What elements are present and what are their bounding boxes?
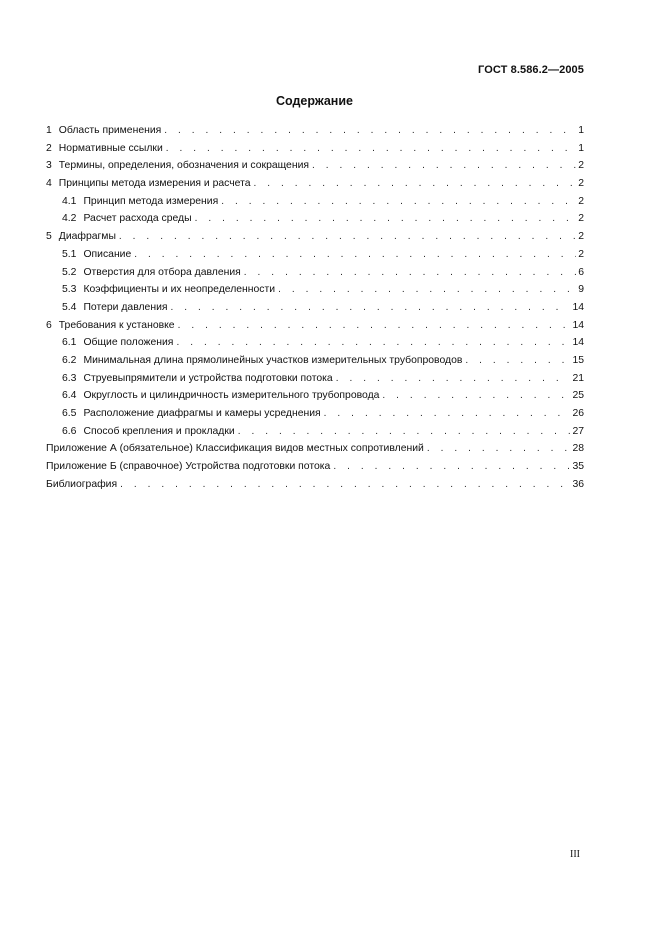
toc-dot-leader — [336, 370, 571, 388]
toc-entry-title: Потери давления — [83, 301, 168, 313]
toc-entry-page: 14 — [572, 337, 584, 349]
toc-dot-leader — [333, 458, 570, 476]
toc-dot-leader — [238, 423, 571, 441]
toc-entry-page: 14 — [572, 301, 584, 313]
toc-dot-leader — [278, 281, 576, 299]
toc-entry-title: Расчет расхода среды — [83, 213, 192, 225]
toc-entry-number: 6.2 — [62, 354, 77, 366]
toc-entry-page: 9 — [578, 284, 584, 296]
toc-dot-leader — [134, 246, 576, 264]
toc-entry[interactable] — [46, 193, 584, 211]
toc-entry-number: 6.5 — [62, 408, 77, 419]
toc-dot-leader — [166, 140, 576, 158]
toc-entry[interactable] — [46, 440, 584, 458]
toc-entry-title: Принципы метода измерения и расчета — [58, 178, 251, 190]
toc-entry-page: 28 — [572, 443, 584, 455]
toc-entry-title: Способ крепления и прокладки — [83, 425, 235, 437]
toc-entry-number: 5.1 — [62, 248, 77, 260]
toc-entry-title: Область применения — [58, 125, 162, 136]
toc-entry[interactable] — [46, 175, 584, 193]
toc-entry-title: Описание — [83, 248, 132, 260]
toc-entry[interactable] — [46, 405, 584, 423]
toc-dot-leader — [254, 175, 577, 193]
toc-entry-page: 35 — [572, 461, 584, 473]
toc-entry-number: 1 — [46, 125, 52, 136]
page-number: III — [570, 849, 580, 860]
toc-entry[interactable] — [46, 423, 584, 441]
toc-entry-title: Диафрагмы — [58, 231, 116, 243]
toc-entry-number: 2 — [46, 142, 52, 154]
toc-entry-page: 26 — [572, 408, 584, 419]
toc-entry-number: 6.1 — [62, 337, 77, 349]
toc-entry-number: 4 — [46, 178, 52, 190]
toc-dot-leader — [178, 317, 571, 335]
toc-entry-number: 4.1 — [62, 195, 77, 207]
toc-dot-leader — [171, 299, 571, 317]
toc-entry-page: 27 — [572, 425, 584, 437]
toc-entry-page: 2 — [578, 160, 584, 172]
toc-entry-title: Округлость и цилиндричность измерительного трубопровода — [83, 390, 380, 402]
toc-entry-number: 5.3 — [62, 284, 77, 296]
toc-dot-leader — [164, 122, 576, 140]
toc-entry[interactable] — [46, 334, 584, 352]
toc-entry-page: 1 — [578, 142, 584, 154]
toc-entry-title: Нормативные ссылки — [58, 142, 163, 154]
page-title: Содержание — [275, 94, 353, 108]
toc-entry-page: 6 — [578, 266, 584, 278]
toc-entry-page: 36 — [572, 478, 584, 490]
toc-entry-title: Струевыпрямители и устройства подготовки потока — [83, 372, 333, 384]
table-of-contents — [46, 122, 584, 493]
toc-entry-title: Библиография — [46, 478, 118, 490]
toc-entry[interactable] — [46, 317, 584, 335]
toc-entry[interactable] — [46, 157, 584, 175]
toc-entry-title: Общие положения — [83, 337, 174, 349]
toc-entry-number: 5.4 — [62, 301, 77, 313]
toc-entry-number: 4.2 — [62, 213, 77, 225]
toc-entry[interactable] — [46, 458, 584, 476]
toc-dot-leader — [221, 193, 576, 211]
toc-entry[interactable] — [46, 370, 584, 388]
toc-entry-page: 2 — [578, 195, 584, 207]
toc-entry-page: 15 — [572, 354, 584, 366]
toc-dot-leader — [312, 157, 576, 175]
toc-entry-page: 25 — [572, 390, 584, 402]
toc-dot-leader — [119, 228, 576, 246]
toc-entry-number: 6.4 — [62, 390, 77, 402]
toc-entry-number: 5.2 — [62, 266, 77, 278]
toc-entry-title: Коэффициенты и их неопределенности — [83, 284, 276, 296]
toc-entry-page: 2 — [578, 248, 584, 260]
toc-entry-title: Приложение А (обязательное) Классификация видов местных сопротивлений — [46, 443, 424, 455]
toc-entry[interactable] — [46, 387, 584, 405]
toc-entry[interactable] — [46, 352, 584, 370]
toc-dot-leader — [427, 440, 571, 458]
toc-dot-leader — [465, 352, 570, 370]
toc-entry-title: Минимальная длина прямолинейных участков измерительных трубопроводов — [83, 354, 463, 366]
toc-dot-leader — [324, 405, 571, 423]
toc-entry[interactable] — [46, 210, 584, 228]
toc-entry-number: 5 — [46, 231, 52, 243]
toc-entry-title: Принцип метода измерения — [83, 195, 219, 207]
toc-entry[interactable] — [46, 476, 584, 494]
toc-entry-number: 6 — [46, 319, 52, 331]
toc-entry-page: 2 — [578, 231, 584, 243]
toc-entry[interactable] — [46, 228, 584, 246]
toc-entry-number: 6.3 — [62, 372, 77, 384]
toc-entry[interactable] — [46, 140, 584, 158]
toc-entry[interactable] — [46, 122, 584, 140]
toc-entry-page: 14 — [572, 319, 584, 331]
toc-entry-number: 3 — [46, 160, 52, 172]
toc-dot-leader — [244, 264, 576, 282]
toc-entry[interactable] — [46, 246, 584, 264]
toc-dot-leader — [195, 210, 577, 228]
toc-entry[interactable] — [46, 299, 584, 317]
toc-dot-leader — [382, 387, 570, 405]
toc-entry[interactable] — [46, 264, 584, 282]
toc-dot-leader — [120, 476, 570, 494]
toc-entry-page: 2 — [578, 178, 584, 190]
toc-entry-title: Требования к установке — [58, 319, 175, 331]
toc-entry-title: Термины, определения, обозначения и сокращения — [58, 160, 310, 172]
toc-entry-title: Отверстия для отбора давления — [83, 266, 241, 278]
toc-entry[interactable] — [46, 281, 584, 299]
toc-entry-number: 6.6 — [62, 425, 77, 437]
toc-entry-title: Расположение диафрагмы и камеры усреднения — [83, 408, 321, 419]
toc-dot-leader — [176, 334, 570, 352]
document-code: ГОСТ 8.586.2—2005 — [478, 64, 584, 76]
toc-entry-page: 2 — [578, 213, 584, 225]
toc-entry-page: 21 — [572, 372, 584, 384]
toc-entry-title: Приложение Б (справочное) Устройства подготовки потока — [46, 461, 331, 473]
toc-entry-page: 1 — [578, 125, 584, 136]
